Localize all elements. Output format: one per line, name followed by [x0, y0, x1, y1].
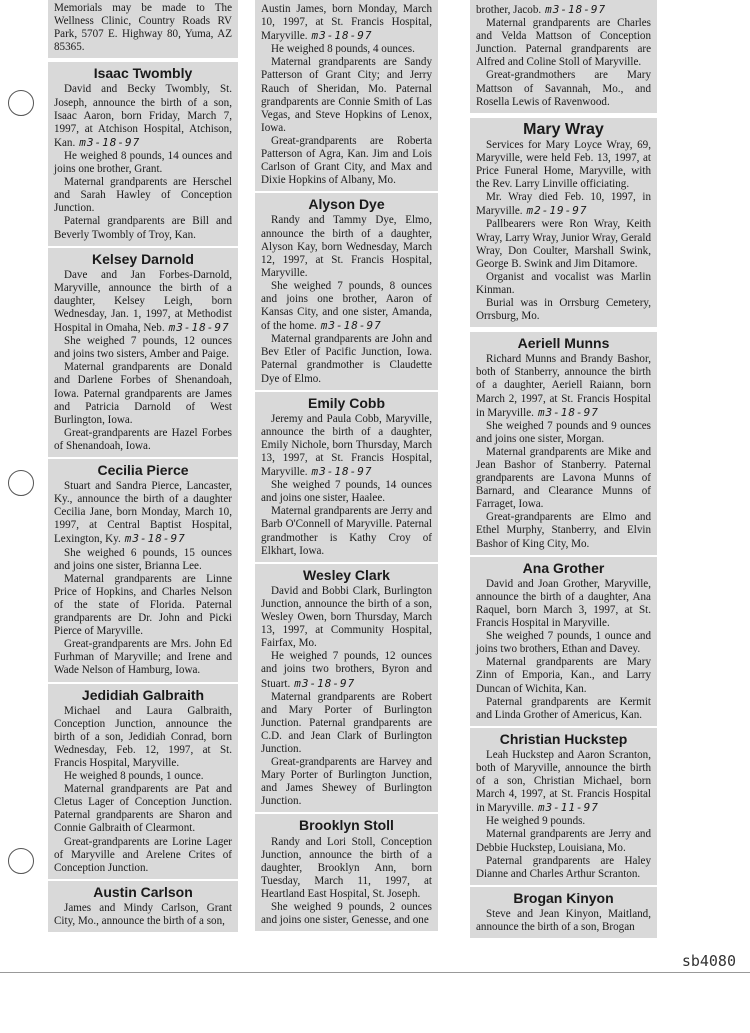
- column-right: [470, 0, 657, 938]
- announcement-body: brother, Jacob.: [476, 4, 542, 16]
- announcement-body: Randy and Lori Stoll, Conception Junction, announce the birth of a daughter, Brooklyn Ann, born Tuesday, March 11, 1997, at Heartland East Hospital, St. Joseph.: [261, 835, 432, 900]
- announcement-body: Randy and Tammy Dye, Elmo, announce the birth of a daughter, Alyson Kay, born Wednesday, March 12, 1997, at St. Francis Hospital, Maryville.: [261, 214, 432, 279]
- announcement-body: David and Becky Twombly, St. Joseph, announce the birth of a son, Isaac Aaron, born Friday, March 7, 1997, at Atchison Hospital, Atchison, Kan.: [54, 83, 232, 149]
- announcement-body: Steve and Jean Kinyon, Maitland, announce the birth of a son, Brogan: [476, 907, 651, 933]
- clipping-emily-cobb: [255, 392, 438, 562]
- page-edge-line: [0, 972, 750, 973]
- announcement-paternal: Paternal grandparents are Haley Dianne and Charles Arthur Scranton.: [476, 854, 651, 880]
- announcement-title: Christian Huckstep: [499, 730, 628, 747]
- announcement-grandparents: Maternal grandparents are Donald and Darlene Forbes of Shenandoah, Iowa. Paternal grandparents are James and Patricia Darnold of West Burlington, Iowa.: [54, 361, 232, 426]
- clipping-mary-wray: [470, 118, 657, 327]
- announcement-title: Brogan Kinyon: [513, 889, 614, 906]
- announcement-title: Ana Grother: [522, 559, 605, 576]
- announcement-body: Austin James, born Monday, March 10, 1997, at St. Francis Hospital, Maryville.: [261, 3, 432, 43]
- clipping-alyson-dye: [255, 193, 438, 389]
- obituary-death: Mr. Wray died Feb. 10, 1997, in Maryville.: [476, 191, 651, 218]
- announcement-weight: She weighed 7 pounds, 12 ounces and joins two sisters, Amber and Paige.: [54, 335, 232, 361]
- announcement-title: Cecilia Pierce: [97, 462, 189, 478]
- handwritten-date: m3-18-97: [124, 532, 186, 546]
- handwritten-catalog-number: sb4080: [681, 952, 736, 970]
- announcement-great-grandparents: Great-grandparents are Lorine Lager of Maryville and Arelene Crites of Conception Junction.: [54, 835, 232, 874]
- clipping-cecilia-pierce: [48, 459, 238, 682]
- column-middle: [255, 0, 438, 931]
- handwritten-date: m3-18-97: [79, 135, 141, 149]
- memorial-text: Memorials may be made to The Wellness Clinic, Country Roads RV Park, 5707 E. Highway 80, Yuma, AZ 85365.: [54, 2, 232, 54]
- announcement-weight: She weighed 7 pounds, 8 ounces and joins one brother, Aaron of Kansas City, and one sister, Amanda, of the home.: [261, 279, 432, 333]
- obituary-title: Mary Wray: [523, 120, 604, 138]
- clipping-wesley-clark: [255, 564, 438, 813]
- clipping-isaac-twombly: [48, 62, 238, 245]
- announcement-paternal: Paternal grandparents are Kermit and Linda Grother of Americus, Kan.: [476, 695, 651, 721]
- handwritten-date: m3-18-97: [545, 3, 607, 16]
- handwritten-date: m3-11-97: [537, 801, 599, 815]
- announcement-weight: She weighed 7 pounds, 14 ounces and joins one sister, Haalee.: [261, 479, 432, 505]
- announcement-title: Kelsey Darnold: [92, 250, 194, 267]
- announcement-grandparents: Maternal grandparents are Mike and Jean Bashor of Stanberry. Paternal grandparents are Lavona Munns of Barnard, and Clearance Munns of Farraget, Iowa.: [476, 445, 651, 511]
- handwritten-date: m3-18-97: [168, 321, 230, 335]
- announcement-title: Alyson Dye: [308, 196, 385, 213]
- announcement-title: Austin Carlson: [93, 883, 193, 900]
- announcement-great-grandparents: Great-grandparents are Mrs. John Ed Furhman of Maryville; and Irene and Wade Nelson of Hamburg, Iowa.: [54, 638, 232, 677]
- handwritten-date: m3-18-97: [537, 405, 599, 419]
- clipping-brooklyn-stoll: [255, 814, 438, 931]
- announcement-great-grandparents: Great-grandparents are Harvey and Mary Porter of Burlington Junction, and James Shewey of Burlington Junction.: [261, 756, 432, 808]
- announcement-great-grandparents: Great-grandparents are Elmo and Ethel Murphy, Stanberry, and Elvin Bashor of King City, Mo.: [476, 511, 651, 550]
- clipping-memorial: [48, 0, 238, 58]
- announcement-maternal: Maternal grandparents are Mary Zinn of Emporia, Kan., and Larry Duncan of Wichita, Kan.: [476, 656, 651, 695]
- clipping-ana-grother: [470, 557, 657, 726]
- announcement-body: Stuart and Sandra Pierce, Lancaster, Ky., announce the birth of a daughter Cecilia Jane, born Monday, March 10, 1997, at Central Baptist Hospital, Lexington, Ky.: [54, 480, 232, 546]
- announcement-grandparents: Maternal grandparents are Jerry and Barb O'Connell of Maryville. Paternal grandmother is Kathy Croy of Elkhart, Iowa.: [261, 505, 432, 557]
- announcement-body: David and Bobbi Clark, Burlington Junction, announce the birth of a son, Wesley Owen, born Thursday, March 13, 1997, at Community Hospital, Fairfax, Mo.: [261, 584, 432, 650]
- announcement-weight: He weighed 8 pounds, 1 ounce.: [64, 770, 204, 783]
- handwritten-date: m3-18-97: [311, 465, 373, 479]
- punch-hole-middle: [8, 470, 34, 496]
- clipping-austin-carlson: [48, 881, 238, 932]
- obituary-pallbearers: Pallbearers were Ron Wray, Keith Wray, Larry Wray, Junior Wray, Gerald Wray, Don Coulter, Marshall Swink, George B. Swink and Jim Ditamore.: [476, 218, 651, 270]
- announcement-body: Michael and Laura Galbraith, Conception Junction, announce the birth of a son, Jedidiah Conrad, born Wednesday, Feb. 12, 1997, at St. Francis Hospital, Maryville.: [54, 704, 232, 769]
- announcement-title: Emily Cobb: [307, 394, 385, 411]
- announcement-great-grandparents: Great-grandparents are Roberta Patterson of Agra, Kan. Jim and Lois Carlson of Grant City, and Max and Dixie Hopkins of Albany, Mo.: [261, 134, 432, 187]
- announcement-weight: She weighed 7 pounds, 1 ounce and joins two brothers, Ethan and Davey.: [476, 630, 651, 656]
- announcement-maternal: Maternal grandparents are Jerry and Debbie Huckstep, Louisiana, Mo.: [476, 828, 651, 854]
- announcement-weight: He weighed 8 pounds, 14 ounces and joins one brother, Grant.: [54, 149, 232, 176]
- announcement-weight: She weighed 7 pounds and 9 ounces and joins one sister, Morgan.: [476, 419, 651, 445]
- clipping-christian-huckstep: [470, 728, 657, 885]
- announcement-weight: He weighed 7 pounds, 12 ounces and joins two brothers, Byron and Stuart.: [261, 650, 432, 690]
- announcement-weight: He weighed 8 pounds, 4 ounces.: [271, 43, 415, 56]
- punch-hole-top: [8, 90, 34, 116]
- clipping-austin-carlson-continued: [255, 0, 438, 191]
- announcement-weight: She weighed 9 pounds, 2 ounces and joins one sister, Genesse, and one: [261, 901, 432, 927]
- announcement-grandparents: Maternal grandparents are Charles and Velda Mattson of Conception Junction. Paternal grandparents are Alfred and Coline Stoll of Maryville.: [476, 17, 651, 69]
- announcement-great-grandparents: Great-grandparents are Hazel Forbes of Shenandoah, Iowa.: [54, 426, 232, 452]
- handwritten-date: m3-18-97: [294, 676, 356, 690]
- announcement-grandparents: Maternal grandparents are John and Bev Etler of Pacific Junction, Iowa. Paternal grandmother is Claudette Dye of Elmo.: [261, 333, 432, 385]
- announcement-grandparents: Maternal grandparents are Pat and Cletus Lager of Conception Junction. Paternal grandparents are Sharon and Connie Galbraith of Clearmont.: [54, 783, 232, 835]
- obituary-services: Services for Mary Loyce Wray, 69, Maryville, were held Feb. 13, 1997, at Price Funeral Home, Maryville, with the Rev. Larry Linville officiating.: [476, 138, 651, 191]
- announcement-title: Jedidiah Galbraith: [81, 686, 205, 703]
- announcement-maternal: Maternal grandparents are Herschel and Sarah Hawley of Conception Junction.: [54, 176, 232, 215]
- obituary-burial: Burial was in Orrsburg Cemetery, Orrsburg, Mo.: [476, 296, 651, 323]
- announcement-weight: She weighed 6 pounds, 15 ounces and joins one sister, Brianna Lee.: [54, 546, 232, 572]
- announcement-body: Dave and Jan Forbes-Darnold, Maryville, announce the birth of a daughter, Kelsey Leigh, born Wednesday, Jan. 1, 1997, at Methodist Hospital in Omaha, Neb.: [54, 268, 232, 335]
- announcement-title: Isaac Twombly: [93, 65, 193, 82]
- handwritten-date: m2-19-97: [526, 204, 588, 218]
- announcement-body: Leah Huckstep and Aaron Scranton, both of Maryville, announce the birth of a son, Christian Michael, born March 4, 1997, at St. Francis Hospital in Maryville.: [476, 748, 651, 815]
- clipping-kelsey-darnold: [48, 248, 238, 457]
- announcement-grandparents: Maternal grandparents are Linne Price of Hopkins, and Charles Nelson of the state of Florida. Paternal grandparents are Dr. John and Picki Pierce of Maryville.: [54, 572, 232, 638]
- announcement-body: David and Joan Grother, Maryville, announce the birth of a daughter, Ana Raquel, born March 3, 1997, at St. Francis Hospital in Maryville.: [476, 577, 651, 630]
- announcement-paternal: Paternal grandparents are Bill and Beverly Twombly of Troy, Kan.: [54, 215, 232, 241]
- announcement-grandparents: Maternal grandparents are Sandy Patterson of Grant City; and Jerry Rauch of Sheridan, Mo. Paternal grandparents are Connie Smith of Las Vegas, and Steve Hopkins of Lenox, Iowa.: [261, 56, 432, 134]
- announcement-title: Aeriell Munns: [517, 335, 610, 352]
- clipping-aeriell-munns: [470, 332, 657, 555]
- handwritten-date: m3-18-97: [311, 29, 373, 43]
- clipping-brogan-kinyon: [470, 887, 657, 938]
- clipping-jedidiah-galbraith: [48, 684, 238, 879]
- announcement-title: Wesley Clark: [303, 566, 390, 583]
- announcement-body: Richard Munns and Brandy Bashor, both of Stanberry, announce the birth of a daughter, Aeriell Raiann, born March 2, 1997, at St. Francis Hospital in Maryville.: [476, 353, 651, 419]
- announcement-body: James and Mindy Carlson, Grant City, Mo., announce the birth of a son,: [54, 901, 232, 927]
- column-left: [48, 0, 238, 932]
- announcement-great-grandparents: Great-grandmothers are Mary Mattson of Savannah, Mo., and Rosella Lewis of Ravenwood.: [476, 69, 651, 108]
- clipping-brooklyn-stoll-continued: [470, 0, 657, 113]
- punch-hole-bottom: [8, 848, 34, 874]
- handwritten-date: m3-18-97: [320, 319, 382, 333]
- obituary-organist: Organist and vocalist was Marlin Kinman.: [476, 270, 651, 296]
- announcement-body: Jeremy and Paula Cobb, Maryville, announce the birth of a daughter, Emily Nichole, born Thursday, March 13, 1997, at St. Francis Hospital, Maryville.: [261, 412, 432, 479]
- announcement-title: Brooklyn Stoll: [299, 817, 394, 834]
- announcement-grandparents: Maternal grandparents are Robert and Mary Porter of Burlington Junction. Paternal grandparents are C.D. and Jean Clark of Burlington Junction.: [261, 690, 432, 755]
- announcement-weight: He weighed 9 pounds.: [486, 815, 586, 828]
